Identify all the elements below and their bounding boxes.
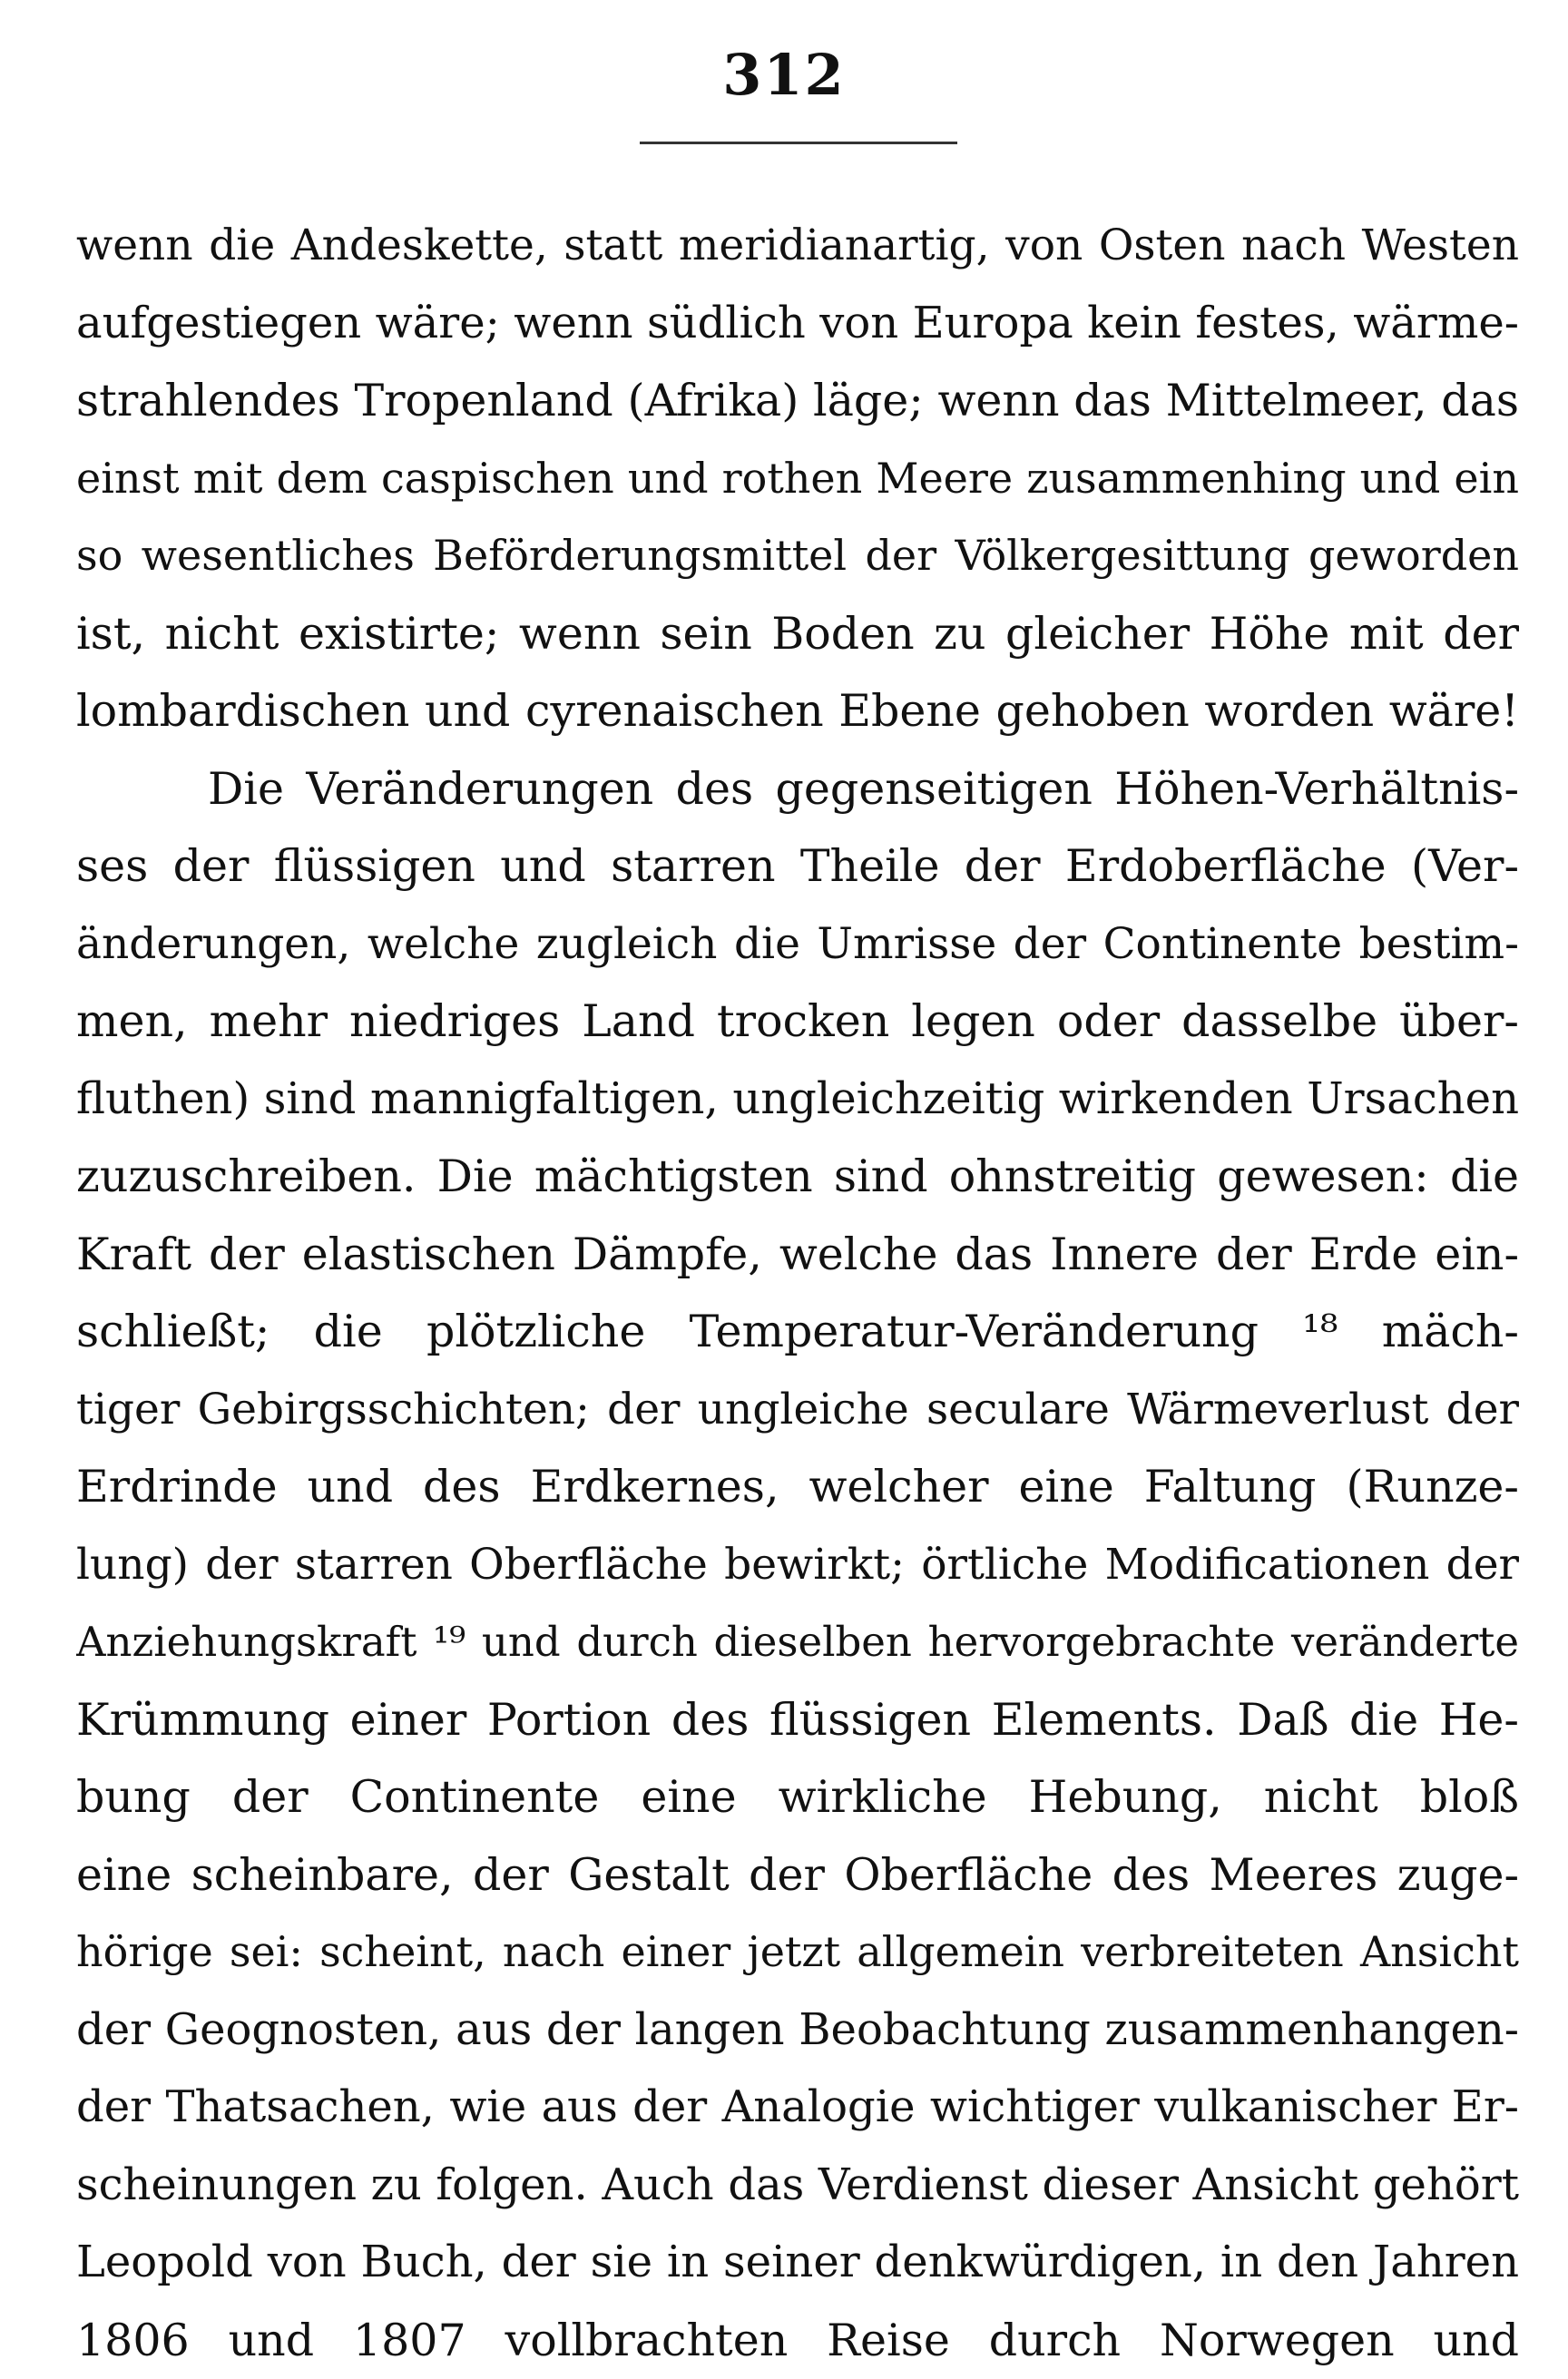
- text-line: lombardischen und cyrenaischen Ebene gehoben worden wäre!: [76, 672, 1519, 750]
- text-line: der Thatsachen, wie aus der Analogie wichtiger vulkanischer Er-: [76, 2069, 1519, 2147]
- text-line: tiger Gebirgsschichten; der ungleiche seculare Wärmeverlust der: [76, 1371, 1519, 1449]
- text-line: ist, nicht existirte; wenn sein Boden zu gleicher Höhe mit der: [76, 595, 1519, 673]
- text-line: hörige sei: scheint, nach einer jetzt allgemein verbreiteten Ansicht: [76, 1914, 1519, 1992]
- text-line: men, mehr niedriges Land trocken legen oder dasselbe über-: [76, 983, 1519, 1061]
- text-line: wenn die Andeskette, statt meridianartig, von Osten nach Westen: [76, 207, 1519, 285]
- text-line: Kraft der elastischen Dämpfe, welche das Innere der Erde ein-: [76, 1216, 1519, 1294]
- header-rule: [640, 142, 957, 144]
- text-line: zuzuschreiben. Die mächtigsten sind ohnstreitig gewesen: die: [76, 1138, 1519, 1216]
- text-line: aufgestiegen wäre; wenn südlich von Europa kein festes, wärme-: [76, 285, 1519, 363]
- text-line: so wesentliches Beförderungsmittel der Völkergesittung geworden: [76, 517, 1519, 595]
- text-line: einst mit dem caspischen und rothen Meere zusammenhing und ein: [76, 440, 1519, 518]
- text-line: 1806 und 1807 vollbrachten Reise durch Norwegen und: [76, 2302, 1519, 2379]
- text-line: änderungen, welche zugleich die Umrisse der Continente bestim-: [76, 906, 1519, 984]
- text-line: bung der Continente eine wirkliche Hebung, nicht bloß: [76, 1758, 1519, 1836]
- text-line: strahlendes Tropenland (Afrika) läge; wenn das Mittelmeer, das: [76, 362, 1519, 440]
- text-line: schließt; die plötzliche Temperatur-Veränderung ¹⁸ mäch-: [76, 1293, 1519, 1371]
- text-line: lung) der starren Oberfläche bewirkt; örtliche Modificationen der: [76, 1526, 1519, 1604]
- text-line: Erdrinde und des Erdkernes, welcher eine Faltung (Runze-: [76, 1448, 1519, 1526]
- text-line: ses der flüssigen und starren Theile der Erdoberfläche (Ver-: [76, 827, 1519, 906]
- text-line: Anziehungskraft ¹⁹ und durch dieselben hervorgebrachte veränderte: [76, 1603, 1519, 1681]
- body-text: [76, 207, 1519, 2379]
- text-line: eine scheinbare, der Gestalt der Oberfläche des Meeres zuge-: [76, 1836, 1519, 1914]
- text-line: der Geognosten, aus der langen Beobachtung zusammenhangen-: [76, 1992, 1519, 2070]
- text-line: Krümmung einer Portion des flüssigen Elements. Daß die He-: [76, 1681, 1519, 1759]
- text-line: scheinungen zu folgen. Auch das Verdienst dieser Ansicht gehört: [76, 2147, 1519, 2225]
- text-line: Die Veränderungen des gegenseitigen Höhen-Verhältnis-: [76, 750, 1519, 828]
- page-number: 312: [0, 44, 1568, 107]
- text-line: fluthen) sind mannigfaltigen, ungleichzeitig wirkenden Ursachen: [76, 1061, 1519, 1139]
- text-line: Leopold von Buch, der sie in seiner denkwürdigen, in den Jahren: [76, 2224, 1519, 2302]
